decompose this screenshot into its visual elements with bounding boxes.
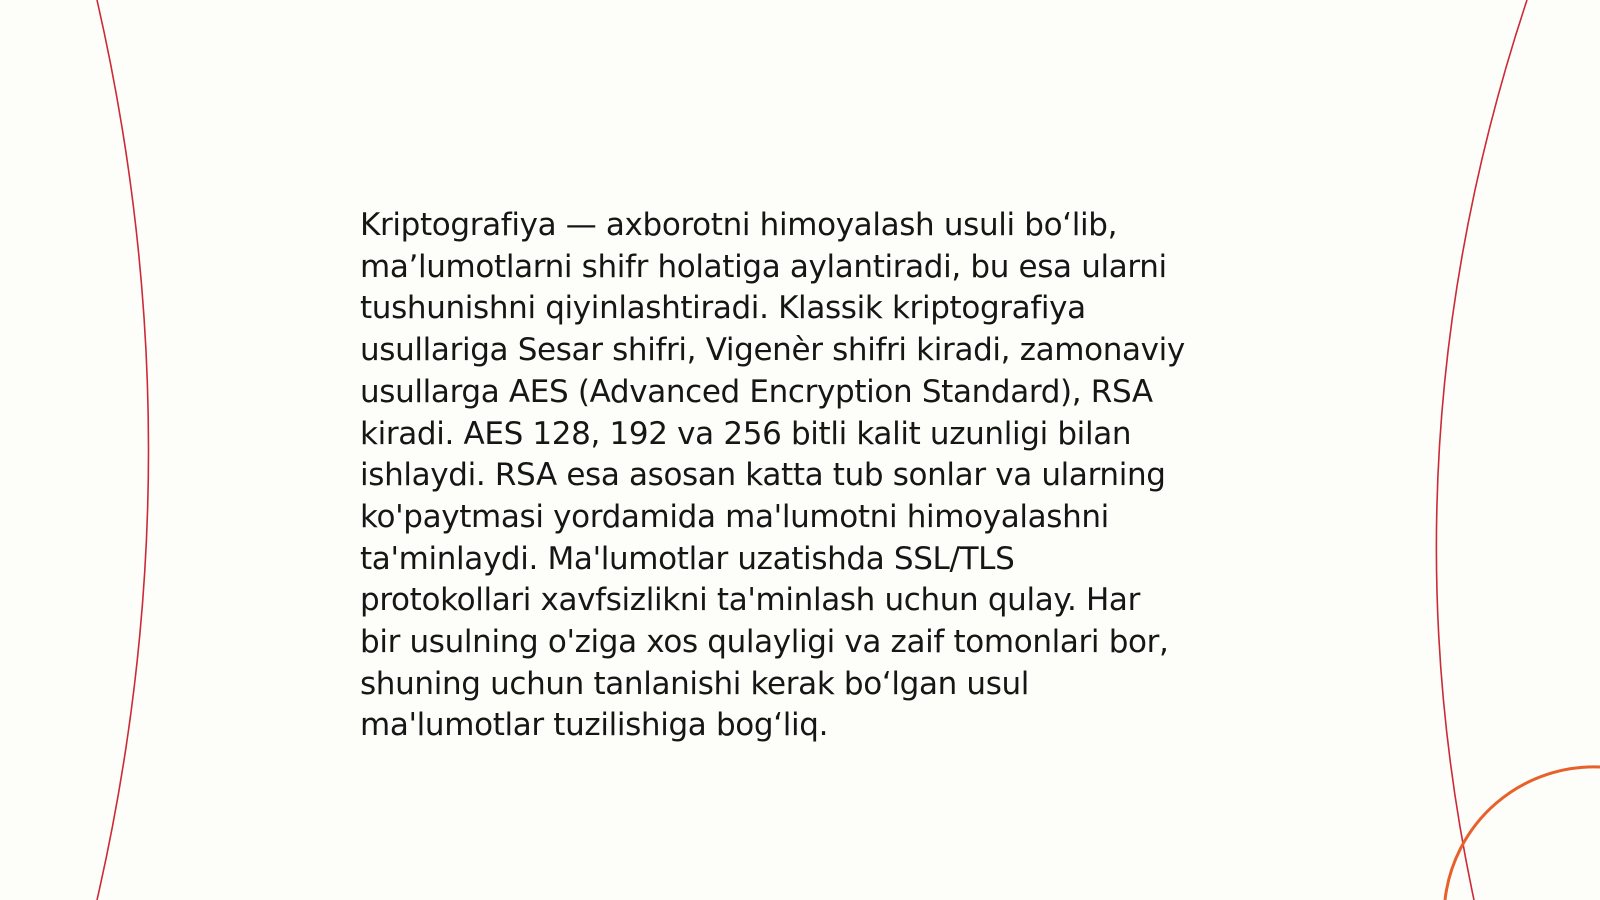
paragraph-line: ishlaydi. RSA esa asosan katta tub sonlar va ularning [360, 457, 1166, 494]
paragraph-line: usullarga AES (Advanced Encryption Standard), RSA [360, 373, 1153, 410]
body-paragraph [360, 205, 1260, 747]
paragraph-line: usullariga Sesar shifri, Vigenèr shifri kiradi, zamonaviy [360, 332, 1185, 369]
paragraph-line: kiradi. AES 128, 192 va 256 bitli kalit uzunligi bilan [360, 415, 1132, 452]
paragraph-line: ta'minlaydi. Ma'lumotlar uzatishda SSL/TLS [360, 540, 1015, 577]
left-curve-line [97, 0, 149, 900]
paragraph-line: Kriptografiya — axborotni himoyalash usuli bo‘lib, [360, 207, 1118, 243]
paragraph-line: bir usulning o'ziga xos qulayligi va zaif tomonlari bor, [360, 624, 1169, 661]
paragraph-line: ko'paytmasi yordamida ma'lumotni himoyalashni [360, 498, 1109, 535]
accent-arc [1445, 767, 1600, 900]
paragraph-line: protokollari xavfsizlikni ta'minlash uchun qulay. Har [360, 582, 1140, 619]
right-curve-line [1436, 0, 1527, 900]
paragraph-line: tushunishni qiyinlashtiradi. Klassik kriptografiya [360, 290, 1086, 327]
paragraph-line: ma'lumotlar tuzilishiga bog‘liq. [360, 707, 829, 744]
paragraph-line: ma’lumotlarni shifr holatiga aylantiradi, bu esa ularni [360, 248, 1167, 285]
paragraph-line: shuning uchun tanlanishi kerak bo‘lgan usul [360, 665, 1030, 702]
